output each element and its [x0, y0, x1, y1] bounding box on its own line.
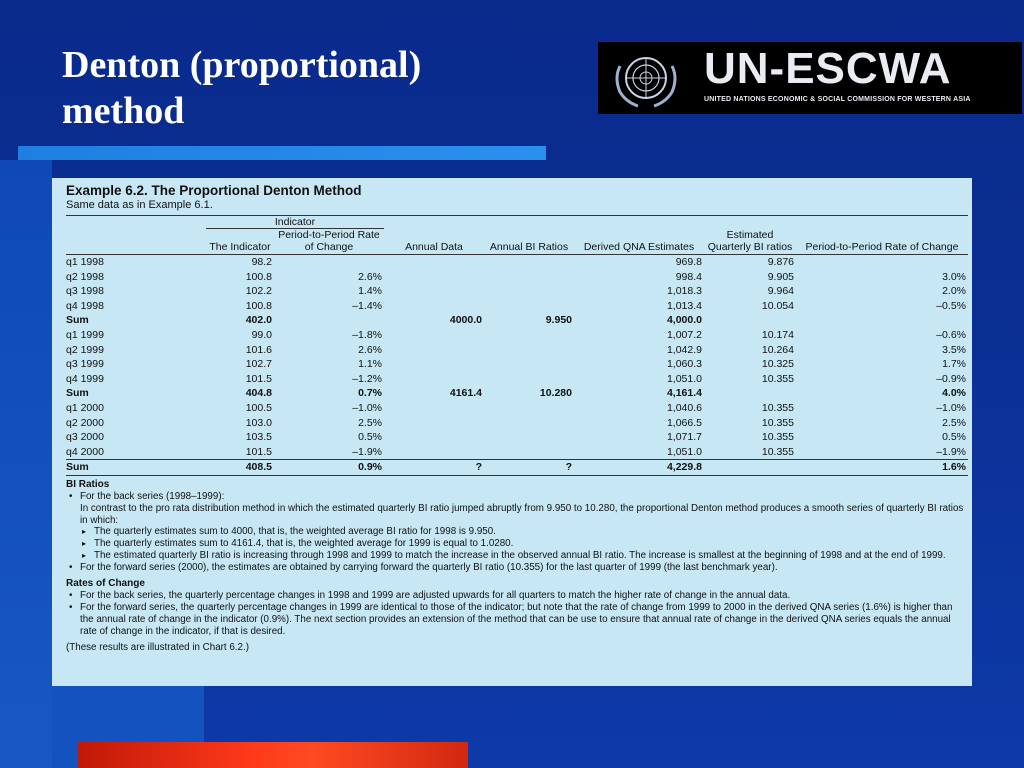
table-cell: q2 1998: [66, 270, 104, 283]
table-cell: q3 2000: [66, 431, 104, 444]
column-header: The Indicator: [206, 229, 274, 255]
bottom-accent-bar: [78, 742, 468, 768]
table-cell: [384, 299, 484, 314]
table-cell: [484, 416, 574, 431]
list-item: ▸ The estimated quarterly BI ratio is increasing through 1998 and 1999 to match the increase in the observed annual BI ratio. The increase is smallest at the beginning of 1998 and at the end of 1999.: [66, 550, 964, 562]
table-row: [66, 460, 968, 476]
table-row: [66, 401, 968, 416]
table-cell: 10.264: [761, 343, 794, 356]
table-cell: 102.7: [245, 358, 272, 371]
table-cell: 2.5%: [942, 416, 966, 429]
table-cell: q2 1999: [66, 343, 104, 356]
notes-section: [66, 479, 964, 654]
table-cell: q1 2000: [66, 401, 104, 414]
example-subtitle: Same data as in Example 6.1.: [66, 199, 213, 211]
table-cell: q1 1999: [66, 328, 104, 341]
table-cell: –1.2%: [352, 372, 382, 385]
list-item: • For the forward series, the quarterly percentage changes in 1999 are identical to those of the indicator; but note that the rate of change from 1999 to 2000 in the derived QNA series (1.6%) is higher than the annual rate of change in the indicator (0.9%). The next section provides an extension of the method that can be use to ensure that annual rate of change in the derived QNA series equals the annual rate of change in the indicator, if that is desired.: [66, 602, 964, 637]
table-cell: –1.8%: [352, 328, 382, 341]
table-cell: 4161.4: [449, 387, 482, 400]
table-cell: [384, 255, 484, 270]
table-cell: 0.7%: [358, 387, 382, 400]
table-cell: [384, 284, 484, 299]
table-row: [66, 445, 968, 460]
table-cell: Sum: [66, 314, 89, 327]
table-cell: 4.0%: [942, 387, 966, 400]
table-cell: [484, 255, 574, 270]
table-cell: 4,161.4: [666, 387, 702, 400]
table-cell: q1 1998: [66, 256, 104, 268]
list-item: [66, 491, 964, 503]
table-cell: q4 2000: [66, 445, 104, 458]
table-cell: –1.0%: [352, 401, 382, 414]
table-cell: [704, 460, 796, 476]
table-cell: 402.0: [245, 314, 272, 327]
chart-reference-note: (These results are illustrated in Chart 6.2.): [66, 641, 249, 653]
table-cell: q4 1999: [66, 372, 104, 385]
table-cell: q2 2000: [66, 416, 104, 429]
table-cell: 1.7%: [942, 358, 966, 371]
table-cell: [796, 255, 968, 270]
un-escwa-logo: [598, 42, 1022, 114]
table-cell: [796, 313, 968, 328]
table-cell: –0.9%: [936, 372, 966, 385]
table-cell: 100.8: [245, 299, 272, 312]
table-cell: 2.6%: [358, 343, 382, 356]
table-cell: 103.0: [245, 416, 272, 429]
table-cell: [484, 401, 574, 416]
table-cell: 404.8: [245, 387, 272, 400]
table-cell: [384, 357, 484, 372]
table-cell: 10.355: [761, 416, 794, 429]
table-cell: Sum: [66, 387, 89, 400]
table-cell: 10.325: [761, 358, 794, 371]
table-cell: 1,066.5: [666, 416, 702, 429]
column-header: Annual Data: [384, 229, 484, 255]
table-cell: –0.6%: [936, 328, 966, 341]
table-cell: 101.5: [245, 445, 272, 458]
table-cell: –0.5%: [936, 299, 966, 312]
table-cell: 10.054: [761, 299, 794, 312]
table-cell: –1.9%: [936, 445, 966, 458]
rates-of-change-heading: Rates of Change: [66, 578, 145, 590]
table-header-row: [66, 229, 968, 255]
table-cell: 1,013.4: [666, 299, 702, 312]
title-underline-bar: [18, 146, 546, 160]
table-cell: 9.950: [545, 314, 572, 327]
logo-wordmark: UN-ESCWA: [704, 44, 952, 93]
table-cell: [704, 313, 796, 328]
table-cell: [484, 343, 574, 358]
table-cell: 103.5: [245, 431, 272, 444]
table-cell: 10.355: [761, 445, 794, 458]
table-cell: –1.4%: [352, 299, 382, 312]
table-row: [66, 343, 968, 358]
list-item: • For the forward series (2000), the estimates are obtained by carrying forward the quarterly BI ratio (10.355) for the last quarter of 1999 (the last benchmark year).: [66, 562, 964, 574]
logo-subtitle: UNITED NATIONS ECONOMIC & SOCIAL COMMISSION FOR WESTERN ASIA: [704, 96, 971, 103]
table-cell: [484, 284, 574, 299]
table-cell: q3 1998: [66, 285, 104, 298]
table-cell: [704, 386, 796, 401]
table-cell: 4000.0: [449, 314, 482, 327]
list-item: ▸ The quarterly estimates sum to 4161.4, that is, the weighted average for 1999 is equal to 1.0280.: [66, 538, 964, 550]
un-emblem-icon: [606, 46, 686, 110]
table-cell: 9.905: [767, 270, 794, 283]
table-cell: 0.5%: [942, 431, 966, 444]
table-row: [66, 416, 968, 431]
table-cell: 10.355: [761, 401, 794, 414]
table-cell: 102.2: [245, 285, 272, 298]
column-header: Estimated Quarterly BI ratios: [704, 229, 796, 255]
table-cell: [384, 270, 484, 285]
table-cell: [484, 372, 574, 387]
table-cell: –1.0%: [936, 401, 966, 414]
table-cell: Sum: [66, 460, 206, 476]
example-document-image: [52, 178, 972, 686]
table-row: [66, 357, 968, 372]
table-cell: q4 1998: [66, 299, 104, 312]
list-item: ▸ The quarterly estimates sum to 4000, that is, the weighted average BI ratio for 1998 is 9.950.: [66, 526, 964, 538]
left-decor-band: [0, 160, 52, 768]
table-cell: 1,007.2: [666, 328, 702, 341]
table-cell: 4,000.0: [666, 314, 702, 327]
table-row: [66, 313, 968, 328]
table-cell: 1,018.3: [666, 285, 702, 298]
column-header: Derived QNA Estimates: [574, 229, 704, 255]
slide-title-line2: method: [62, 90, 185, 132]
table-cell: 98.2: [251, 256, 272, 268]
table-cell: 0.5%: [358, 431, 382, 444]
table-row: [66, 270, 968, 285]
table-cell: [384, 343, 484, 358]
slide-title: [62, 42, 532, 134]
table-cell: 10.355: [761, 372, 794, 385]
table-cell: [484, 328, 574, 343]
table-row: [66, 299, 968, 314]
table-cell: 99.0: [251, 328, 272, 341]
table-cell: [484, 357, 574, 372]
table-cell: 10.355: [761, 431, 794, 444]
table-cell: 101.6: [245, 343, 272, 356]
table-cell: [484, 430, 574, 445]
table-cell: 10.174: [761, 328, 794, 341]
table-cell: 1,040.6: [666, 401, 702, 414]
table-cell: 1,042.9: [666, 343, 702, 356]
note-text: For the back series (1998–1999):: [80, 490, 225, 502]
table-row: [66, 430, 968, 445]
table-cell: [274, 313, 384, 328]
note-paragraph: In contrast to the pro rata distribution method in which the estimated quarterly BI ratio jumped abruptly from 9.950 to 10.280, the proportional Denton method produces a smooth series of quarterly BI ratios in which:: [80, 502, 964, 526]
table-cell: 969.8: [675, 256, 702, 268]
table-cell: [484, 445, 574, 460]
table-cell: 4,229.8: [574, 460, 704, 476]
table-cell: [484, 270, 574, 285]
table-cell: [484, 299, 574, 314]
table-cell: 100.5: [245, 401, 272, 414]
table-cell: [384, 401, 484, 416]
table-cell: 2.0%: [942, 285, 966, 298]
table-cell: 1,060.3: [666, 358, 702, 371]
table-cell: 0.9%: [274, 460, 384, 476]
table-cell: 3.5%: [942, 343, 966, 356]
table-cell: [384, 372, 484, 387]
column-header: [66, 229, 206, 255]
example-title: Example 6.2. The Proportional Denton Method: [66, 183, 362, 198]
table-cell: –1.9%: [352, 445, 382, 458]
table-cell: 9.876: [767, 256, 794, 268]
table-cell: [384, 416, 484, 431]
denton-data-table: [66, 215, 968, 476]
table-row: [66, 284, 968, 299]
table-cell: 1.1%: [358, 358, 382, 371]
bi-ratios-heading: BI Ratios: [66, 478, 110, 490]
table-cell: 2.6%: [358, 270, 382, 283]
table-cell: 101.5: [245, 372, 272, 385]
table-cell: 998.4: [675, 270, 702, 283]
table-cell: q3 1999: [66, 358, 104, 371]
column-header: Annual BI Ratios: [484, 229, 574, 255]
table-cell: [384, 445, 484, 460]
table-cell: [274, 255, 384, 270]
table-row: [66, 372, 968, 387]
list-item: • For the back series, the quarterly percentage changes in 1998 and 1999 are adjusted upwards for all quarters to match the higher rate of change in the annual data.: [66, 590, 964, 602]
table-cell: 408.5: [206, 460, 274, 476]
column-header: Period-to-Period Rate of Change: [796, 229, 968, 255]
table-cell: [384, 430, 484, 445]
table-cell: ?: [484, 460, 574, 476]
table-cell: 10.280: [539, 387, 572, 400]
table-cell: 1,051.0: [666, 372, 702, 385]
table-cell: 1.6%: [796, 460, 968, 476]
column-header: Period-to-Period Rate of Change: [274, 229, 384, 255]
table-cell: ?: [384, 460, 484, 476]
table-cell: 9.964: [767, 285, 794, 298]
table-cell: 100.8: [245, 270, 272, 283]
table-cell: 2.5%: [358, 416, 382, 429]
table-row: [66, 386, 968, 401]
table-cell: 1,051.0: [666, 445, 702, 458]
table-row: [66, 255, 968, 270]
table-cell: 1,071.7: [666, 431, 702, 444]
slide-title-line1: Denton (proportional): [62, 44, 422, 86]
table-cell: [384, 328, 484, 343]
table-row: [66, 328, 968, 343]
indicator-group-header: Indicator: [206, 216, 384, 229]
table-cell: 3.0%: [942, 270, 966, 283]
table-cell: 1.4%: [358, 285, 382, 298]
